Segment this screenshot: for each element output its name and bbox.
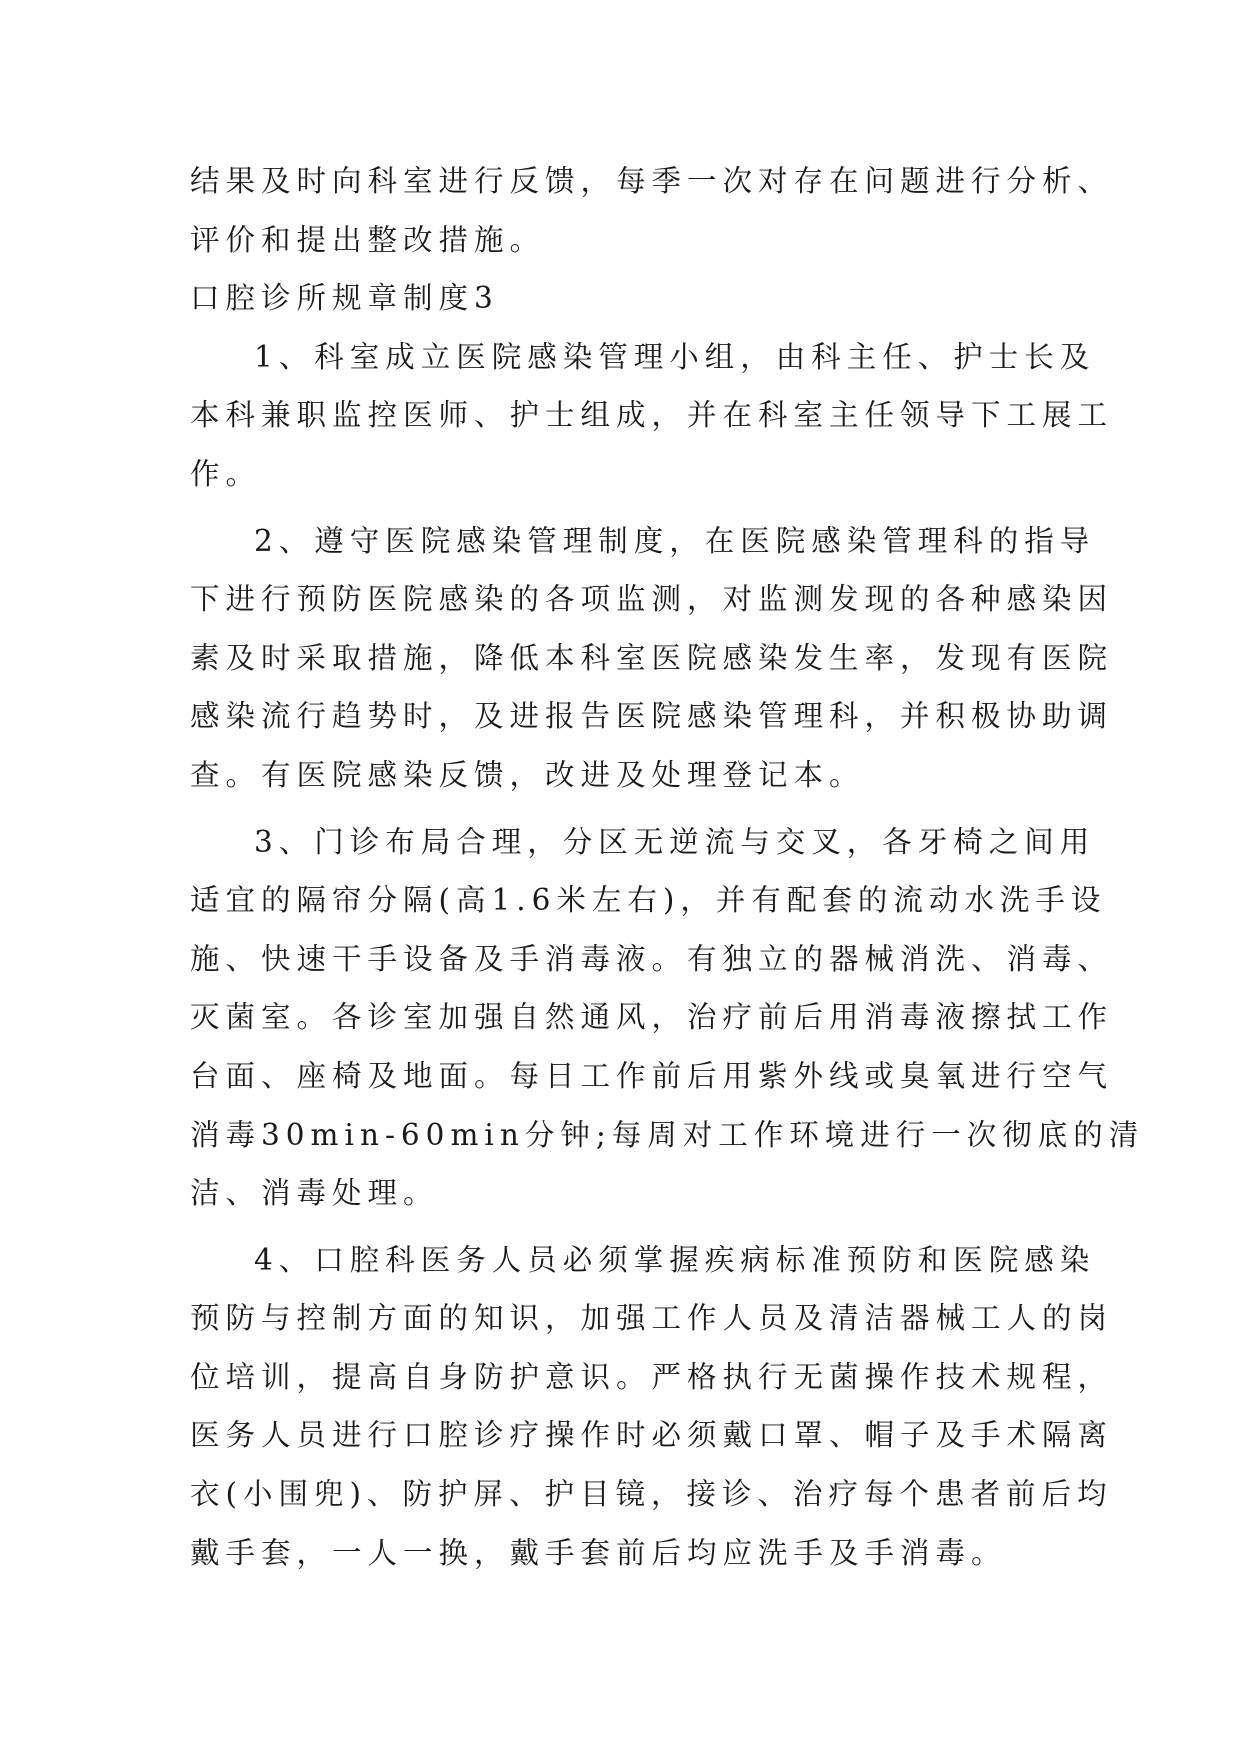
- paragraph-line: 适宜的隔帘分隔(高1.6米左右)，并有配套的流动水洗手设: [190, 883, 1107, 918]
- intro-line: 结果及时向科室进行反馈，每季一次对存在问题进行分析、: [190, 164, 1114, 198]
- paragraph-line: 戴手套，一人一换，戴手套前后均应洗手及手消毒。: [190, 1535, 1007, 1570]
- paragraph-item-4: [190, 1231, 1114, 1583]
- paragraph-line: 2、遵守医院感染管理制度，在医院感染管理科的指导: [254, 523, 1096, 558]
- paragraph-item-1: [190, 328, 1114, 504]
- paragraph-line: 素及时采取措施，降低本科室医院感染发生率，发现有医院: [190, 640, 1114, 675]
- paragraph-line: 消毒30min-60min分钟;每周对工作环境进行一次彻底的清: [190, 1117, 1145, 1152]
- section-title: 口腔诊所规章制度3: [190, 281, 499, 316]
- paragraph-line: 衣(小围兜)、防护屏、护目镜，接诊、治疗每个患者前后均: [190, 1477, 1113, 1512]
- paragraph-line: 查。有医院感染反馈，改进及处理登记本。: [190, 757, 865, 792]
- paragraph-gap: [190, 1223, 1070, 1231]
- paragraph-line: 施、快速干手设备及手消毒液。有独立的器械消洗、消毒、: [190, 941, 1114, 976]
- paragraph-gap: [190, 805, 1070, 813]
- paragraph-line: 作。: [190, 456, 262, 491]
- paragraph-line: 4、口腔科医务人员必须掌握疾病标准预防和医院感染: [254, 1242, 1096, 1277]
- paragraph-line: 3、门诊布局合理，分区无逆流与交叉，各牙椅之间用: [254, 824, 1096, 859]
- paragraph-line: 下进行预防医院感染的各项监测，对监测发现的各种感染因: [190, 582, 1114, 617]
- paragraph-gap: [190, 504, 1070, 512]
- paragraph-line: 位培训，提高自身防护意识。严格执行无菌操作技术规程，: [190, 1359, 1114, 1394]
- paragraph-line: 1、科室成立医院感染管理小组，由科主任、护士长及: [254, 339, 1096, 374]
- paragraph-line: 台面、座椅及地面。每日工作前后用紫外线或臭氧进行空气: [190, 1058, 1114, 1093]
- paragraph-line: 灭菌室。各诊室加强自然通风，治疗前后用消毒液擦拭工作: [190, 1000, 1114, 1035]
- paragraph-line: 本科兼职监控医师、护士组成，并在科室主任领导下工展工: [190, 398, 1114, 433]
- paragraph-line: 洁、消毒处理。: [190, 1176, 439, 1211]
- intro-line: 评价和提出整改措施。: [190, 222, 546, 257]
- paragraph-item-2: [190, 512, 1114, 805]
- paragraph-line: 预防与控制方面的知识，加强工作人员及清洁器械工人的岗: [190, 1301, 1114, 1336]
- paragraph-line: 感染流行趋势时，及进报告医院感染管理科，并积极协助调: [190, 699, 1114, 734]
- paragraph-item-3: [190, 813, 1145, 1223]
- document-body: [190, 152, 1145, 1582]
- paragraph-line: 医务人员进行口腔诊疗操作时必须戴口罩、帽子及手术隔离: [190, 1418, 1114, 1453]
